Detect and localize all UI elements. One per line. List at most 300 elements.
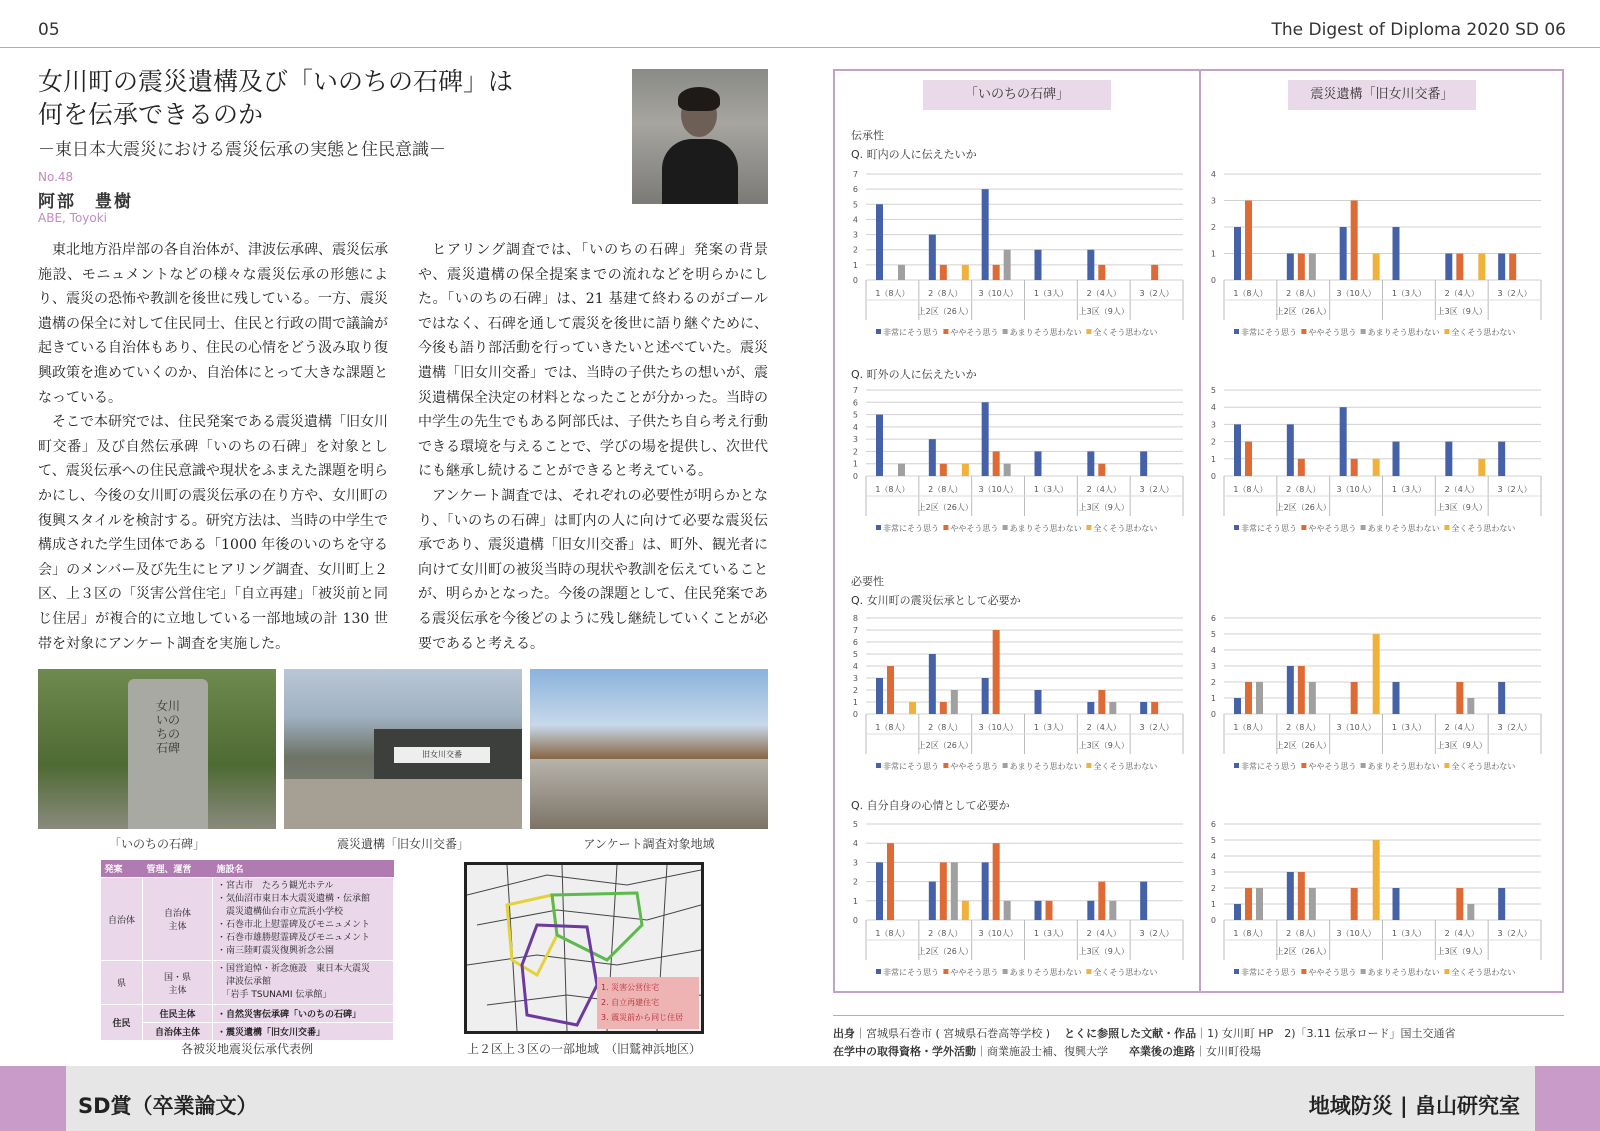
table-cell: 自治体 [101, 878, 143, 961]
bar-0-2 [1340, 407, 1347, 476]
y-tick-label: 7 [852, 386, 858, 395]
facility-item: 津波伝承館 [217, 977, 272, 987]
x-tick-label: 3（2人） [1497, 485, 1532, 494]
y-tick-label: 6 [1210, 614, 1216, 623]
group-label: 上3区（9人） [1078, 947, 1129, 956]
legend-label: 非常にそう思う [883, 762, 939, 771]
paragraph: アンケート調査では、それぞれの必要性が明らかとなり、「いのちの石碑」は町内の人に向けて必要な震災伝承であり、震災遺構「旧女川交番」は、町外、観光者に向けて女川町の被災当時の現状や教訓を伝えていることが、明らかとなった。今後の課題として、住民発案である震災伝承を今後どのように残し継続していくことが必要であると考える。 [418, 487, 768, 652]
bar-1-4 [1098, 882, 1105, 920]
table-header: 施設名 [213, 860, 394, 878]
entry-number: No.48 [38, 170, 74, 184]
bar-1-3 [1046, 901, 1053, 920]
photo-caption: 震災遺構「旧女川交番」 [336, 837, 469, 851]
legend-swatch [1301, 969, 1306, 974]
bar-0-5 [1140, 882, 1147, 920]
bar-3-2 [1373, 254, 1380, 281]
bar-0-0 [1234, 698, 1241, 714]
bar-1-0 [887, 666, 894, 714]
bar-0-5 [1140, 702, 1147, 714]
y-tick-label: 4 [1210, 403, 1216, 413]
bar-1-4 [1098, 464, 1105, 476]
legend-swatch [876, 969, 881, 974]
x-tick-label: 3（2人） [1139, 289, 1174, 298]
y-tick-label: 4 [852, 215, 858, 225]
bar-2-4 [1109, 702, 1116, 714]
legend-label: 全くそう思わない [1093, 762, 1158, 771]
bar-1-1 [1298, 459, 1305, 476]
group-label: 上3区（9人） [1078, 307, 1129, 316]
x-tick-label: 2（4人） [1444, 929, 1479, 938]
legend-label: 全くそう思わない [1093, 968, 1158, 977]
info-value: 商業施設士補、復興大学 [987, 1045, 1108, 1058]
table-caption: 各被災地震災伝承代表例 [180, 1042, 313, 1056]
group-label: 上3区（9人） [1078, 503, 1129, 512]
legend-label: あまりそう思わない [1367, 762, 1440, 771]
section-label: 必要性 [851, 575, 884, 588]
bar-0-4 [1445, 442, 1452, 476]
chart-stone-q1 [848, 168, 1188, 348]
table-cell [213, 961, 394, 1005]
table-row [101, 1023, 394, 1041]
x-tick-label: 3（10人） [978, 289, 1018, 298]
group-label: 上3区（9人） [1436, 947, 1487, 956]
bar-1-0 [1245, 682, 1252, 714]
legend-label: あまりそう思わない [1367, 524, 1440, 533]
running-header: The Digest of Diploma 2020 SD 06 [1271, 20, 1566, 40]
award-label: SD賞（卒業論文） [78, 1094, 258, 1118]
legend-label: ややそう思う [1308, 524, 1357, 533]
table-row [101, 1005, 394, 1023]
x-tick-label: 2（8人） [1286, 289, 1321, 298]
y-tick-label: 5 [1210, 836, 1216, 845]
legend-swatch [1361, 329, 1366, 334]
bar-1-2 [993, 843, 1000, 920]
map-legend [597, 977, 699, 1029]
chart-police-q4 [1206, 818, 1546, 988]
paragraph: ヒアリング調査では、「いのちの石碑」発案の背景や、震災遺構の保全提案までの流れなどを明らかにした。「いのちの石碑」は、21 基建て終わるのがゴールではなく、石碑を通して震災を後世に語り継ぐために、今後も語り部活動を行っていきたいと述べていた。震災遺構「旧女川交番」では、当時の子供たちの想いが、震災遺構保全決定の材料となったことが分かった。当時の中学生の先生でもある阿部氏は、子供たち自ら考え行動できる環境を与えることで、学びの場を提供し、次世代にも継承し続けることができると考えている。 [418, 242, 768, 480]
bar-0-1 [1287, 424, 1294, 476]
x-tick-label: 1（3人） [1033, 485, 1069, 494]
x-tick-label: 3（2人） [1497, 289, 1532, 298]
group-label: 上2区（26人） [917, 947, 973, 956]
bar-0-3 [1393, 888, 1400, 920]
x-tick-label: 2（8人） [1286, 929, 1321, 938]
legend-swatch [943, 969, 948, 974]
y-tick-label: 4 [852, 422, 858, 432]
bar-0-2 [982, 862, 989, 920]
legend-swatch [1234, 329, 1239, 334]
table-cell: 自治体主体 [143, 1023, 213, 1041]
y-tick-label: 1 [852, 260, 858, 270]
legend-label: ややそう思う [950, 328, 999, 337]
question-label: Q. 町内の人に伝えたいか [851, 148, 977, 161]
info-value: 1) 女川町 HP 2)「3.11 伝承ロード」国土交通省 [1207, 1027, 1456, 1040]
x-tick-label: 1（8人） [1233, 289, 1268, 298]
group-label: 上2区（26人） [1275, 741, 1331, 750]
bar-2-0 [898, 265, 905, 280]
y-tick-label: 6 [852, 638, 858, 647]
legend-swatch [1003, 329, 1008, 334]
table-cell: 住民主体 [143, 1005, 213, 1023]
y-tick-label: 3 [852, 674, 858, 683]
bar-0-2 [982, 402, 989, 476]
x-tick-label: 1（8人） [875, 723, 910, 732]
photo-stone-monument [38, 669, 276, 829]
author-portrait [632, 69, 768, 204]
paragraph: そこで本研究では、住民発案である震災遺構「旧女川町交番」及び自然伝承碑「いのちの石碑」を対象として、震災伝承への住民意識や現状をふまえた課題を明らかにし、今後の女川町の震災伝承の在り方や、女川町の復興スタイルを検討する。研究方法は、当時の中学生で構成された学生団体である「1000 年後のいのちを守る会」のメンバー及び先生にヒアリング調査、女川町上２区、上３区の「災害公営住宅」「自立再建」「被災前と同じ住居」が複合的に立地している一部地域の計 130 世帯を対象にアンケート調査を実施した。 [38, 414, 388, 652]
y-tick-label: 0 [1210, 916, 1216, 925]
bar-2-0 [1256, 682, 1263, 714]
x-tick-label: 1（8人） [1233, 485, 1268, 494]
x-tick-label: 2（4人） [1086, 485, 1121, 494]
table-header-row [101, 860, 394, 878]
x-tick-label: 1（8人） [1233, 929, 1268, 938]
x-tick-label: 1（3人） [1033, 289, 1069, 298]
x-tick-label: 1（8人） [875, 289, 910, 298]
x-tick-label: 3（2人） [1139, 485, 1174, 494]
bar-1-4 [1098, 690, 1105, 714]
legend-label: ややそう思う [950, 524, 999, 533]
bar-0-0 [1234, 227, 1241, 280]
bar-1-4 [1456, 682, 1463, 714]
legend-swatch [1361, 969, 1366, 974]
y-tick-label: 2 [1210, 678, 1216, 687]
legend-label: 非常にそう思う [1241, 328, 1297, 337]
legend-swatch [1086, 969, 1091, 974]
bar-3-0 [909, 702, 916, 714]
police-box-sign: 旧女川交番 [394, 747, 490, 763]
y-tick-label: 0 [852, 472, 858, 481]
y-tick-label: 3 [1210, 662, 1216, 671]
y-tick-label: 5 [1210, 630, 1216, 639]
memorial-examples-table [100, 860, 394, 1041]
legend-swatch [1361, 763, 1366, 768]
chart-stone-q3 [848, 612, 1188, 782]
paragraph: 東北地方沿岸部の各自治体が、津波伝承碑、震災伝承施設、モニュメントなどの様々な震災伝承の形態により、震災の恐怖や教訓を後世に残している。一方、震災遺構の保全に対して住民同士、住民と行政の間で議論が起きている自治体もあり、住民の心情をどう汲み取り復興政策を進めていくのか、自治体にとって大きな課題となっている。 [38, 242, 388, 406]
legend-swatch [1444, 969, 1449, 974]
table-cell: ・震災遺構「旧女川交番」 [213, 1023, 394, 1041]
table-cell: 住民 [101, 1005, 143, 1041]
bar-1-0 [1245, 442, 1252, 476]
legend-swatch [1086, 525, 1091, 530]
x-tick-label: 2（8人） [928, 929, 963, 938]
table-cell: 自治体 主体 [143, 878, 213, 961]
bar-1-1 [1298, 872, 1305, 920]
facility-item: ・国営追悼・祈念施設 東日本大震災 [217, 964, 371, 974]
bar-3-1 [962, 464, 969, 476]
bar-0-3 [1035, 250, 1042, 280]
bar-2-0 [1256, 888, 1263, 920]
x-tick-label: 2（4人） [1444, 485, 1479, 494]
title-line-1: 女川町の震災遺構及び「いのちの石碑」は [38, 67, 514, 96]
x-tick-label: 3（2人） [1139, 929, 1174, 938]
chart-stone-q2 [848, 384, 1188, 544]
bar-0-5 [1498, 888, 1505, 920]
chart-police-q2 [1206, 384, 1546, 544]
y-tick-label: 4 [1210, 646, 1216, 655]
y-tick-label: 1 [852, 459, 858, 469]
table-header: 管理、運営 [143, 860, 213, 878]
x-tick-label: 2（4人） [1086, 723, 1121, 732]
y-tick-label: 0 [1210, 276, 1216, 285]
facility-item: ・石巻市北上慰霊碑及びモニュメント [217, 920, 371, 930]
legend-swatch [1361, 525, 1366, 530]
legend-swatch [1301, 763, 1306, 768]
bar-1-2 [1351, 682, 1358, 714]
page-number-left: 05 [38, 20, 60, 40]
x-tick-label: 2（4人） [1086, 929, 1121, 938]
legend-swatch [1234, 763, 1239, 768]
legend-label: 全くそう思わない [1451, 524, 1516, 533]
legend-swatch [1301, 525, 1306, 530]
legend-swatch [1234, 525, 1239, 530]
table-row [101, 878, 394, 961]
x-tick-label: 2（4人） [1444, 289, 1479, 298]
bar-1-1 [1298, 254, 1305, 281]
group-label: 上3区（9人） [1436, 307, 1487, 316]
y-tick-label: 2 [852, 245, 858, 255]
panel-heading-police-box: 震災遺構「旧女川交番」 [1288, 80, 1476, 110]
facility-item: 「岩手 TSUNAMI 伝承館」 [217, 990, 332, 1000]
x-tick-label: 3（10人） [1336, 929, 1376, 938]
legend-label: ややそう思う [1308, 762, 1357, 771]
group-label: 上2区（26人） [917, 307, 973, 316]
y-tick-label: 6 [1210, 820, 1216, 829]
legend-label: あまりそう思わない [1009, 524, 1082, 533]
legend-swatch [876, 329, 881, 334]
bar-1-5 [1151, 265, 1158, 280]
bar-0-4 [1087, 451, 1094, 476]
legend-swatch [943, 329, 948, 334]
table-cell: 県 [101, 961, 143, 1005]
y-tick-label: 8 [852, 614, 858, 623]
legend-swatch [943, 763, 948, 768]
x-tick-label: 3（10人） [1336, 723, 1376, 732]
panel-divider [1199, 69, 1201, 993]
bar-0-3 [1035, 901, 1042, 920]
bar-0-2 [982, 189, 989, 280]
chart-stone-q4 [848, 818, 1188, 988]
bar-1-4 [1098, 265, 1105, 280]
x-tick-label: 3（10人） [978, 485, 1018, 494]
x-tick-label: 2（8人） [928, 289, 963, 298]
bar-0-5 [1140, 451, 1147, 476]
y-tick-label: 0 [1210, 710, 1216, 719]
legend-label: あまりそう思わない [1009, 762, 1082, 771]
bar-0-0 [876, 415, 883, 476]
bar-0-0 [876, 862, 883, 920]
x-tick-label: 2（8人） [1286, 485, 1321, 494]
bar-0-4 [1087, 250, 1094, 280]
lab-label: 地域防災 | 畠山研究室 [1308, 1094, 1520, 1118]
group-label: 上2区（26人） [917, 503, 973, 512]
legend-swatch [1086, 763, 1091, 768]
bar-3-4 [1478, 459, 1485, 476]
legend-label: ややそう思う [950, 762, 999, 771]
y-tick-label: 5 [852, 200, 858, 210]
bar-0-5 [1498, 442, 1505, 476]
y-tick-label: 3 [1210, 868, 1216, 877]
photo-former-police-box [284, 669, 522, 829]
legend-swatch [1003, 525, 1008, 530]
bar-0-3 [1035, 690, 1042, 714]
legend-swatch [876, 525, 881, 530]
x-tick-label: 3（10人） [978, 929, 1018, 938]
info-value: 宮城県石巻市 ( 宮城県石巻高等学校 ) [866, 1027, 1051, 1040]
legend-label: あまりそう思わない [1009, 328, 1082, 337]
question-label: Q. 自分自身の心情として必要か [851, 799, 1010, 812]
y-tick-label: 2 [1210, 884, 1216, 893]
x-tick-label: 1（3人） [1391, 723, 1427, 732]
x-tick-label: 1（8人） [1233, 723, 1268, 732]
group-label: 上3区（9人） [1436, 741, 1487, 750]
bar-1-2 [1351, 459, 1358, 476]
bar-0-0 [1234, 424, 1241, 476]
y-tick-label: 2 [1210, 437, 1216, 447]
bar-1-0 [1245, 888, 1252, 920]
info-label: 卒業後の進路 [1128, 1045, 1195, 1058]
header-rule [0, 47, 1600, 48]
y-tick-label: 0 [852, 916, 858, 925]
group-label: 上2区（26人） [1275, 947, 1331, 956]
x-tick-label: 2（4人） [1444, 723, 1479, 732]
x-tick-label: 1（3人） [1391, 485, 1427, 494]
table-row [101, 961, 394, 1005]
facility-item: ・気仙沼市東日本大震災遺構・伝承館 [217, 894, 371, 904]
x-tick-label: 1（8人） [875, 929, 910, 938]
bar-0-3 [1035, 451, 1042, 476]
map-caption: 上２区上３区の一部地域 （旧鷲神浜地区） [466, 1042, 701, 1056]
bar-1-1 [940, 862, 947, 920]
bar-2-1 [1309, 682, 1316, 714]
bar-1-5 [1509, 254, 1516, 281]
x-tick-label: 1（3人） [1391, 289, 1427, 298]
bar-0-1 [929, 882, 936, 920]
legend-swatch [943, 525, 948, 530]
bar-1-2 [993, 451, 1000, 476]
y-tick-label: 7 [852, 170, 858, 179]
group-label: 上3区（9人） [1436, 503, 1487, 512]
facility-item: ・宮古市 たろう観光ホテル [217, 881, 334, 891]
bar-1-0 [1245, 201, 1252, 281]
legend-label: 全くそう思わない [1093, 524, 1158, 533]
stone-inscription: 女川いのちの石碑 [155, 699, 180, 755]
y-tick-label: 2 [852, 447, 858, 457]
legend-label: 全くそう思わない [1451, 328, 1516, 337]
y-tick-label: 4 [1210, 170, 1216, 179]
bar-1-4 [1456, 888, 1463, 920]
bar-2-1 [1309, 254, 1316, 281]
legend-swatch [1444, 763, 1449, 768]
x-tick-label: 2（4人） [1086, 289, 1121, 298]
legend-swatch [1301, 329, 1306, 334]
bar-0-0 [876, 678, 883, 714]
photo-survey-area [530, 669, 768, 829]
legend-swatch [1234, 969, 1239, 974]
y-tick-label: 0 [852, 710, 858, 719]
bar-2-4 [1467, 698, 1474, 714]
legend-label: 非常にそう思う [1241, 762, 1297, 771]
y-tick-label: 2 [852, 877, 858, 887]
bar-3-2 [1373, 634, 1380, 714]
legend-label: 非常にそう思う [883, 328, 939, 337]
group-label: 上3区（9人） [1078, 741, 1129, 750]
table-header: 発案 [101, 860, 143, 878]
bar-3-2 [1373, 459, 1380, 476]
x-tick-label: 3（10人） [978, 723, 1018, 732]
bar-3-2 [1373, 840, 1380, 920]
y-tick-label: 5 [1210, 386, 1216, 395]
facility-item: ・石巻市雄勝慰霊碑及びモニュメント [217, 933, 371, 943]
bar-0-4 [1087, 702, 1094, 714]
bar-1-2 [1351, 888, 1358, 920]
photo-caption: アンケート調査対象地域 [583, 837, 715, 851]
bar-0-3 [1393, 682, 1400, 714]
legend-swatch [1444, 525, 1449, 530]
bar-2-4 [1109, 901, 1116, 920]
bar-0-4 [1445, 254, 1452, 281]
facility-item: 震災遺構仙台市立荒浜小学校 [217, 907, 344, 917]
group-label: 上2区（26人） [917, 741, 973, 750]
x-tick-label: 2（8人） [928, 723, 963, 732]
survey-area-map [464, 862, 704, 1034]
y-tick-label: 4 [852, 839, 858, 849]
bar-3-1 [962, 265, 969, 280]
y-tick-label: 2 [1210, 223, 1216, 232]
bar-1-5 [1151, 702, 1158, 714]
table-cell: 国・県 主体 [143, 961, 213, 1005]
bar-3-1 [962, 901, 969, 920]
y-tick-label: 0 [1210, 472, 1216, 481]
x-tick-label: 1（3人） [1391, 929, 1427, 938]
info-line-2: 在学中の取得資格・学外活動｜商業施設士補、復興大学 卒業後の進路｜女川町役場 [833, 1045, 1261, 1058]
legend-swatch [1003, 969, 1008, 974]
legend-label: 非常にそう思う [883, 524, 939, 533]
bar-1-1 [940, 265, 947, 280]
y-tick-label: 1 [1210, 900, 1216, 909]
bar-0-1 [1287, 666, 1294, 714]
bar-2-1 [1309, 888, 1316, 920]
y-tick-label: 1 [1210, 694, 1216, 703]
legend-swatch [876, 763, 881, 768]
legend-label: ややそう思う [950, 968, 999, 977]
bar-1-1 [1298, 666, 1305, 714]
y-tick-label: 3 [852, 230, 858, 240]
info-line-1: 出身｜宮城県石巻市 ( 宮城県石巻高等学校 ) とくに参照した文献・作品｜1) 女川町 HP 2)「3.11 伝承ロード」国土交通省 [833, 1027, 1456, 1040]
x-tick-label: 2（8人） [1286, 723, 1321, 732]
y-tick-label: 1 [1210, 249, 1216, 259]
group-label: 上2区（26人） [1275, 503, 1331, 512]
panel-heading-stone: 「いのちの石碑」 [923, 80, 1111, 110]
y-tick-label: 5 [852, 410, 858, 420]
x-tick-label: 3（10人） [1336, 289, 1376, 298]
bar-2-4 [1467, 904, 1474, 920]
legend-label: 非常にそう思う [1241, 524, 1297, 533]
y-tick-label: 5 [852, 820, 858, 829]
map-legend-item: 3. 震災前から同じ住居 [601, 1013, 684, 1022]
x-tick-label: 1（8人） [875, 485, 910, 494]
bar-2-2 [1004, 464, 1011, 476]
table-cell: ・自然災害伝承碑「いのちの石碑」 [213, 1005, 394, 1023]
bar-0-1 [1287, 872, 1294, 920]
info-label: 出身 [833, 1027, 855, 1040]
x-tick-label: 1（3人） [1033, 929, 1069, 938]
x-tick-label: 2（8人） [928, 485, 963, 494]
bar-0-0 [876, 204, 883, 280]
legend-swatch [1003, 763, 1008, 768]
bar-0-0 [1234, 904, 1241, 920]
bar-2-1 [951, 690, 958, 714]
